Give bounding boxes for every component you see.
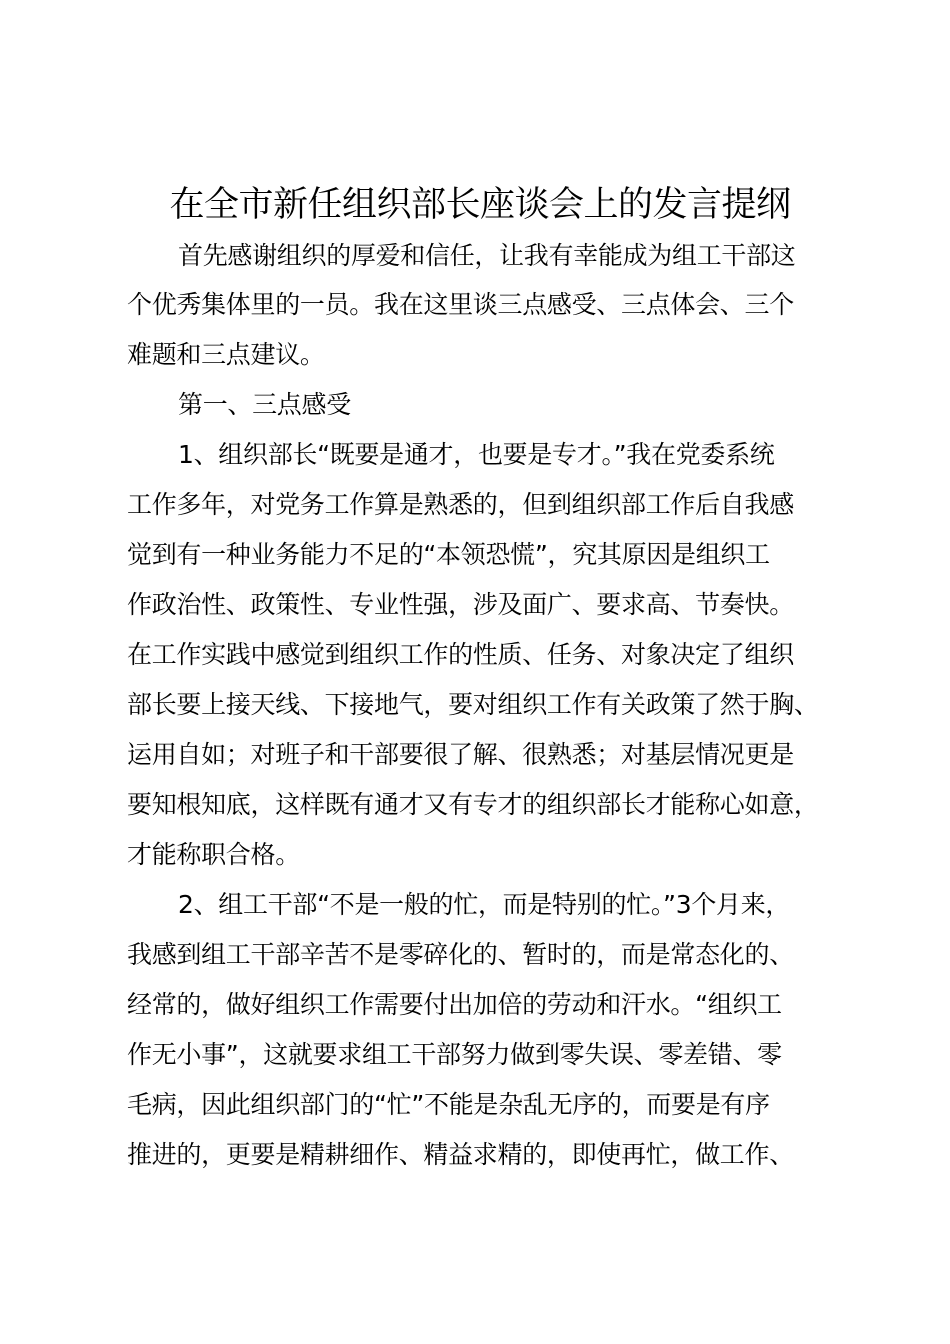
text-line: 毛病，因此组织部门的“忙”不能是杂乱无序的，而要是有序 xyxy=(127,1090,770,1119)
text-line: 1、组织部长“既要是通才，也要是专才。”我在党委系统 xyxy=(178,440,775,469)
text-line: 推进的，更要是精耕细作、精益求精的，即使再忙，做工作、 xyxy=(127,1140,794,1169)
text-line: 觉到有一种业务能力不足的“本领恐慌”，究其原因是组织工 xyxy=(127,540,770,569)
document-title: 在全市新任组织部长座谈会上的发言提纲 xyxy=(169,185,791,225)
text-line: 首先感谢组织的厚爱和信任，让我有幸能成为组工干部这 xyxy=(178,241,796,270)
text-line: 个优秀集体里的一员。我在这里谈三点感受、三点体会、三个 xyxy=(127,290,794,319)
text-line: 经常的，做好组织工作需要付出加倍的劳动和汗水。“组织工 xyxy=(127,990,782,1019)
text-line: 难题和三点建议。 xyxy=(127,340,325,369)
text-line: 在工作实践中感觉到组织工作的性质、任务、对象决定了组织 xyxy=(127,640,794,669)
section-heading: 第一、三点感受 xyxy=(178,390,351,419)
text-line: 部长要上接天线、下接地气，要对组织工作有关政策了然于胸、 xyxy=(127,690,819,719)
text-line: 2、组工干部“不是一般的忙，而是特别的忙。”3个月来， xyxy=(178,890,791,919)
text-line: 作政治性、政策性、专业性强，涉及面广、要求高、节奏快。 xyxy=(127,590,794,619)
text-line: 才能称职合格。 xyxy=(127,840,300,869)
text-line: 运用自如；对班子和干部要很了解、很熟悉；对基层情况更是 xyxy=(127,740,794,769)
text-line: 要知根知底，这样既有通才又有专才的组织部长才能称心如意， xyxy=(127,790,819,819)
text-line: 我感到组工干部辛苦不是零碎化的、暂时的，而是常态化的、 xyxy=(127,940,794,969)
text-line: 作无小事”，这就要求组工干部努力做到零失误、零差错、零 xyxy=(127,1040,782,1069)
text-line: 工作多年，对党务工作算是熟悉的，但到组织部工作后自我感 xyxy=(127,490,794,519)
